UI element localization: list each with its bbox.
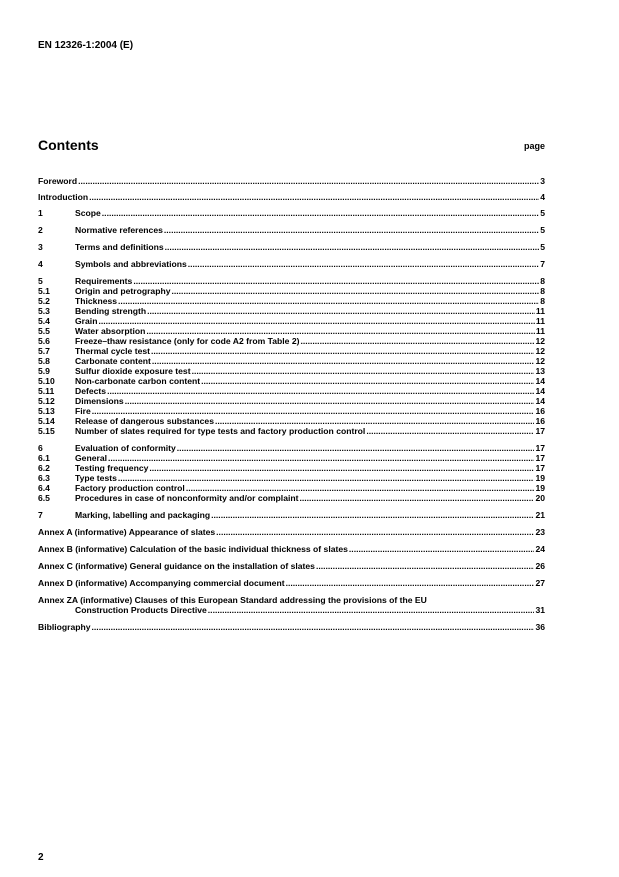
- toc-leader-dots: [211, 510, 534, 520]
- toc-entry-title: Bibliography: [38, 622, 91, 632]
- toc-entry[interactable]: [38, 406, 545, 416]
- toc-entry[interactable]: [38, 510, 545, 520]
- toc-entry-page: 12: [535, 346, 545, 356]
- toc-entry[interactable]: [38, 426, 545, 436]
- toc-entry[interactable]: [38, 376, 545, 386]
- toc-entry-number: 4: [38, 259, 43, 269]
- toc-leader-dots: [152, 356, 535, 366]
- toc-entry-title: Release of dangerous substances: [75, 416, 214, 426]
- toc-entry[interactable]: [38, 208, 545, 218]
- toc-leader-dots: [188, 259, 539, 269]
- toc-leader-dots: [147, 306, 535, 316]
- toc-leader-dots: [125, 396, 535, 406]
- toc-leader-dots: [149, 463, 534, 473]
- toc-leader-dots: [186, 483, 535, 493]
- toc-entry-number: 5.5: [38, 326, 50, 336]
- toc-entry[interactable]: [38, 366, 545, 376]
- toc-leader-dots: [89, 192, 539, 202]
- toc-entry-title: Annex D (informative) Accompanying commercial document: [38, 578, 285, 588]
- toc-leader-dots: [192, 366, 535, 376]
- toc-entry-page: 8: [540, 276, 545, 286]
- toc-entry-page: 7: [540, 259, 545, 269]
- toc-entry-number: 5.9: [38, 366, 50, 376]
- page-column-label: page: [523, 141, 545, 151]
- toc-entry[interactable]: [38, 578, 545, 588]
- toc-entry-page: 11: [535, 306, 545, 316]
- toc-entry[interactable]: [38, 296, 545, 306]
- toc-entry-page: 12: [535, 336, 545, 346]
- toc-entry-page: 11: [535, 326, 545, 336]
- toc-entry-page: 5: [540, 242, 545, 252]
- toc-leader-dots: [146, 326, 535, 336]
- toc-leader-dots: [98, 316, 534, 326]
- toc-leader-dots: [92, 622, 535, 632]
- toc-entry-number: 5.2: [38, 296, 50, 306]
- toc-entry-title: Dimensions: [75, 396, 124, 406]
- toc-entry-page: 5: [540, 225, 545, 235]
- toc-entry[interactable]: [38, 326, 545, 336]
- toc-entry[interactable]: [38, 473, 545, 483]
- toc-entry-number: 5.14: [38, 416, 55, 426]
- toc-entry-title: Scope: [75, 208, 101, 218]
- toc-leader-dots: [316, 561, 534, 571]
- toc-entry[interactable]: [38, 176, 545, 186]
- toc-entry-title: Annex C (informative) General guidance on the installation of slates: [38, 561, 315, 571]
- toc-entry-title: Non-carbonate carbon content: [75, 376, 201, 386]
- toc-entry[interactable]: [38, 561, 545, 571]
- toc-entry-number: 2: [38, 225, 43, 235]
- toc-entry-title: Bending strength: [75, 306, 147, 316]
- toc-entry-page: 17: [535, 443, 545, 453]
- toc-entry[interactable]: [38, 286, 545, 296]
- toc-entry-title: Thickness: [75, 296, 118, 306]
- toc-entry[interactable]: [38, 225, 545, 235]
- toc-entry-title: Freeze–thaw resistance (only for code A2 from Table 2): [75, 336, 300, 346]
- toc-entry[interactable]: [38, 259, 545, 269]
- toc-entry-page: 16: [535, 416, 545, 426]
- toc-entry-page: 19: [535, 473, 545, 483]
- toc-entry-title: Sulfur dioxide exposure test: [75, 366, 191, 376]
- toc-entry-title: Annex ZA (informative) Clauses of this European Standard addressing the provisions of the EU: [38, 595, 427, 605]
- toc-entry-title: Water absorption: [75, 326, 146, 336]
- toc-entry[interactable]: [38, 336, 545, 346]
- toc-leader-dots: [172, 286, 540, 296]
- toc-entry-number: 7: [38, 510, 43, 520]
- toc-entry-page: 27: [535, 578, 545, 588]
- table-of-contents: [38, 176, 545, 632]
- toc-entry[interactable]: [38, 527, 545, 537]
- toc-leader-dots: [108, 453, 534, 463]
- toc-entry-title: Foreword: [38, 176, 78, 186]
- toc-entry[interactable]: [38, 416, 545, 426]
- toc-entry-page: 17: [535, 426, 545, 436]
- toc-entry-title: Annex A (informative) Appearance of slates: [38, 527, 216, 537]
- toc-entry-title: Procedures in case of nonconformity and/or complaint: [75, 493, 299, 503]
- toc-entry-title: Fire: [75, 406, 91, 416]
- toc-entry-title: Carbonate content: [75, 356, 151, 366]
- toc-entry-title: Testing frequency: [75, 463, 149, 473]
- toc-entry-page: 20: [535, 493, 545, 503]
- toc-leader-dots: [177, 443, 535, 453]
- toc-entry-page: 14: [535, 386, 545, 396]
- toc-entry[interactable]: [38, 493, 545, 503]
- toc-entry-page: 14: [535, 376, 545, 386]
- toc-leader-dots: [164, 225, 539, 235]
- toc-entry-title: Thermal cycle test: [75, 346, 150, 356]
- toc-entry[interactable]: [38, 544, 545, 554]
- toc-leader-dots: [216, 527, 534, 537]
- toc-entry-page: 24: [535, 544, 545, 554]
- toc-entry-title: Origin and petrography: [75, 286, 171, 296]
- toc-leader-dots: [286, 578, 535, 588]
- toc-entry-page: 11: [535, 316, 545, 326]
- toc-entry-page: 8: [540, 286, 545, 296]
- toc-entry-number: 6: [38, 443, 43, 453]
- toc-entry-title: Grain: [75, 316, 98, 326]
- toc-leader-dots: [102, 208, 539, 218]
- toc-leader-dots: [208, 605, 535, 615]
- toc-entry-page: 14: [535, 396, 545, 406]
- toc-entry-page: 36: [535, 622, 545, 632]
- toc-leader-dots: [366, 426, 534, 436]
- toc-entry[interactable]: [38, 443, 545, 453]
- toc-entry-number: 5.11: [38, 386, 55, 396]
- toc-leader-dots: [133, 276, 539, 286]
- toc-entry-title: Evaluation of conformity: [75, 443, 176, 453]
- toc-entry[interactable]: [38, 346, 545, 356]
- toc-entry[interactable]: [38, 276, 545, 286]
- toc-entry-number: 5.7: [38, 346, 50, 356]
- toc-entry-page: 17: [535, 453, 545, 463]
- toc-leader-dots: [118, 473, 535, 483]
- toc-entry[interactable]: [38, 483, 545, 493]
- toc-entry-title: Type tests: [75, 473, 117, 483]
- toc-entry-page: 19: [535, 483, 545, 493]
- toc-leader-dots: [165, 242, 540, 252]
- toc-leader-dots: [92, 406, 535, 416]
- toc-entry-title: Defects: [75, 386, 107, 396]
- toc-entry-number: 5.15: [38, 426, 55, 436]
- toc-leader-dots: [118, 296, 539, 306]
- toc-entry[interactable]: [38, 192, 545, 202]
- toc-entry-title: Introduction: [38, 192, 89, 202]
- toc-entry-page: 17: [535, 463, 545, 473]
- toc-entry-page: 12: [535, 356, 545, 366]
- toc-leader-dots: [78, 176, 539, 186]
- toc-leader-dots: [349, 544, 535, 554]
- page-number: 2: [38, 852, 44, 863]
- toc-entry-page: 3: [540, 176, 545, 186]
- toc-entry-number: 5.6: [38, 336, 50, 346]
- toc-entry-title: Symbols and abbreviations: [75, 259, 187, 269]
- document-id: EN 12326-1:2004 (E): [38, 40, 134, 51]
- toc-entry-title-continued: Construction Products Directive: [75, 605, 207, 615]
- toc-entry-annex-za[interactable]: [38, 595, 545, 615]
- toc-entry[interactable]: [38, 316, 545, 326]
- toc-entry[interactable]: [38, 242, 545, 252]
- toc-entry[interactable]: [38, 453, 545, 463]
- toc-entry[interactable]: [38, 386, 545, 396]
- toc-leader-dots: [300, 336, 534, 346]
- toc-entry[interactable]: [38, 463, 545, 473]
- toc-entry-number: 6.5: [38, 493, 50, 503]
- toc-entry[interactable]: [38, 306, 545, 316]
- toc-entry-number: 5.8: [38, 356, 50, 366]
- toc-entry-title: General: [75, 453, 108, 463]
- toc-entry-page: 16: [535, 406, 545, 416]
- toc-leader-dots: [215, 416, 534, 426]
- toc-entry-title: Factory production control: [75, 483, 185, 493]
- toc-entry-number: 6.1: [38, 453, 50, 463]
- toc-leader-dots: [299, 493, 534, 503]
- toc-entry-page: 21: [535, 510, 545, 520]
- toc-leader-dots: [201, 376, 534, 386]
- toc-entry-page: 23: [535, 527, 545, 537]
- toc-entry-number: 1: [38, 208, 43, 218]
- toc-entry-page: 13: [535, 366, 545, 376]
- toc-entry-title: Normative references: [75, 225, 163, 235]
- toc-entry-number: 6.4: [38, 483, 50, 493]
- toc-leader-dots: [151, 346, 534, 356]
- toc-entry-number: 3: [38, 242, 43, 252]
- toc-entry-page: 26: [535, 561, 545, 571]
- toc-entry-number: 5: [38, 276, 43, 286]
- toc-leader-dots: [107, 386, 534, 396]
- toc-entry-title: Marking, labelling and packaging: [75, 510, 211, 520]
- toc-entry-number: 5.10: [38, 376, 55, 386]
- toc-entry-page: 8: [540, 296, 545, 306]
- toc-entry-number: 5.4: [38, 316, 50, 326]
- toc-entry-title: Requirements: [75, 276, 133, 286]
- toc-entry-title: Terms and definitions: [75, 242, 164, 252]
- toc-entry-page: 31: [535, 605, 545, 615]
- toc-entry[interactable]: [38, 622, 545, 632]
- toc-entry-number: 5.12: [38, 396, 55, 406]
- toc-entry-number: 5.13: [38, 406, 55, 416]
- toc-entry-page: 4: [540, 192, 545, 202]
- toc-entry-number: 6.3: [38, 473, 50, 483]
- toc-entry-number: 6.2: [38, 463, 50, 473]
- toc-entry[interactable]: [38, 356, 545, 366]
- toc-entry-page: 5: [540, 208, 545, 218]
- contents-heading: Contents: [38, 137, 99, 153]
- toc-entry-title: Annex B (informative) Calculation of the basic individual thickness of slates: [38, 544, 348, 554]
- toc-entry-number: 5.3: [38, 306, 50, 316]
- toc-entry-title: Number of slates required for type tests and factory production control: [75, 426, 366, 436]
- toc-entry-number: 5.1: [38, 286, 50, 296]
- toc-entry[interactable]: [38, 396, 545, 406]
